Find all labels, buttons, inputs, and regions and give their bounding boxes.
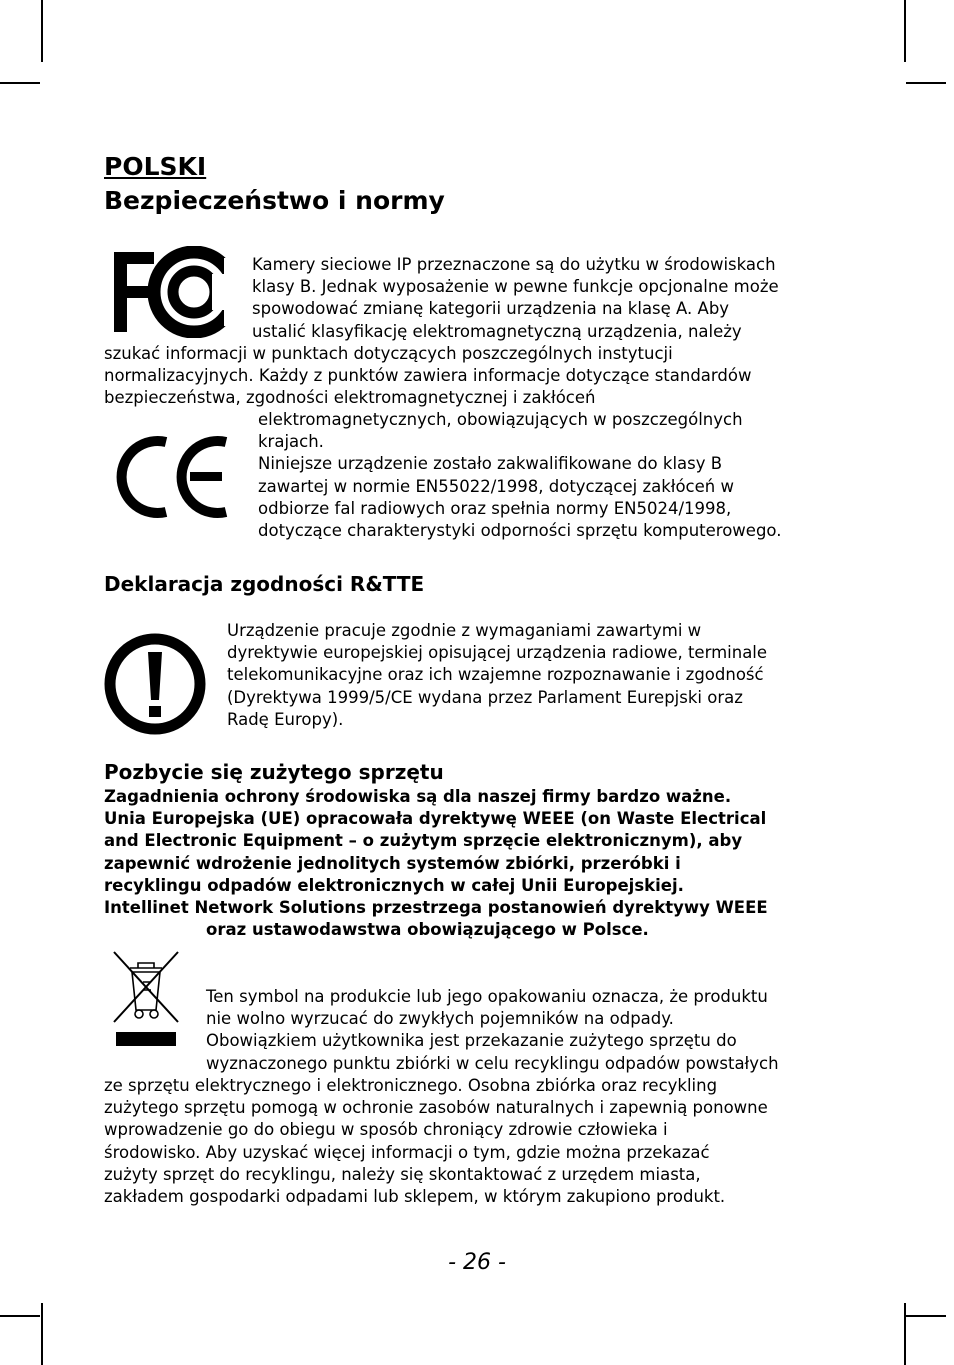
crop-mark — [904, 0, 906, 62]
text-line: Unia Europejska (UE) opracowała dyrektywę WEEE (on Waste Electrical — [104, 809, 767, 829]
text-line: Kamery sieciowe IP przeznaczone są do użytku w środowiskach — [252, 255, 776, 274]
text-line: recyklingu odpadów elektronicznych w całej Unii Europejskiej. — [104, 875, 684, 895]
crop-mark — [0, 82, 40, 84]
text-line: Urządzenie pracuje zgodnie z wymaganiami zawartymi w — [227, 621, 702, 640]
text-line: spowodować zmianę kategorii urządzenia na klasę A. Aby — [252, 299, 730, 319]
crop-mark — [41, 0, 43, 62]
text-line: ustalić klasyfikację elektromagnetyczną urządzenia, należy — [252, 321, 742, 341]
text-line: środowisko. Aby uzyskać więcej informacji o tym, gdzie można przekazać — [104, 1142, 710, 1162]
weee-heading: Pozbycie się zużytego sprzętu — [104, 760, 444, 784]
text-line: dyrektywie europejskiej opisującej urządzenia radiowe, terminale — [227, 643, 768, 663]
text-line: oraz ustawodawstwa obowiązującego w Polsce. — [206, 920, 649, 940]
language-heading: POLSKI — [104, 152, 207, 181]
text-line: telekomunikacyjne oraz ich wzajemne rozpoznawanie i zgodność — [227, 665, 764, 685]
crop-mark — [904, 1303, 906, 1365]
text-line: zużytego sprzętu pomogą w ochronie zasobów naturalnych i zapewnią ponowne — [104, 1098, 768, 1118]
text-line: and Electronic Equipment – o zużytym sprzęcie elektronicznym), aby — [104, 831, 743, 851]
text-line: ze sprzętu elektrycznego i elektronicznego. Osobna zbiórka oraz recykling — [104, 1076, 718, 1095]
weee-icon-text — [206, 986, 856, 1075]
text-line: (Dyrektywa 1999/5/CE wydana przez Parlament Eurepjski oraz — [227, 687, 743, 707]
text-line: zapewnić wdrożenie jednolitych systemów zbiórki, przeróbki i — [104, 853, 681, 873]
text-line: Intellinet Network Solutions przestrzega postanowień dyrektywy WEEE — [104, 898, 768, 918]
text-line: zużyty sprzęt do recyklingu, należy się skontaktować z urzędem miasta, — [104, 1164, 701, 1184]
text-line: odbiorze fal radiowych oraz spełnia normy EN5024/1998, — [258, 498, 732, 518]
section-header — [104, 150, 844, 218]
text-line: krajach. — [258, 432, 324, 452]
page-title: Bezpieczeństwo i normy — [104, 186, 445, 215]
ce-text — [258, 409, 858, 542]
fcc-text — [252, 254, 852, 343]
fcc-logo-icon — [110, 246, 238, 338]
text-line: nie wolno wyrzucać do zwykłych pojemników na odpady. — [206, 1009, 674, 1029]
warning-exclamation-icon — [103, 632, 207, 736]
text-line: bezpieczeństwa, zgodności elektromagnetycznej i zakłóceń — [104, 388, 596, 408]
text-line: elektromagnetycznych, obowiązujących w poszczególnych — [258, 410, 743, 429]
ce-mark-icon — [108, 434, 236, 520]
text-line: zakładem gospodarki odpadami lub sklepem, w którym zakupiono produkt. — [104, 1187, 726, 1207]
rtte-text — [227, 620, 847, 731]
text-line: wyznaczonego punktu zbiórki w celu recyklingu odpadów powstałych — [206, 1053, 779, 1073]
text-line: klasy B. Jednak wyposażenie w pewne funkcje opcjonalne może — [252, 277, 779, 297]
crop-mark — [0, 1315, 40, 1317]
text-line: normalizacyjnych. Każdy z punktów zawiera informacje dotyczące standardów — [104, 366, 752, 386]
crop-mark — [906, 1315, 946, 1317]
weee-full-text — [104, 1075, 849, 1208]
text-line: Radę Europy). — [227, 709, 344, 729]
text-line: dotyczące charakterystyki odporności sprzętu komputerowego. — [258, 521, 782, 541]
weee-crossed-bin-icon — [108, 946, 184, 1050]
page-number: - 26 - — [448, 1250, 506, 1275]
text-line: szukać informacji w punktach dotyczących poszczególnych instytucji — [104, 344, 673, 363]
text-line: Zagadnienia ochrony środowiska są dla naszej firmy bardzo ważne. — [104, 787, 732, 806]
weee-bold-text — [104, 786, 849, 941]
text-line: Obowiązkiem użytkownika jest przekazanie zużytego sprzętu do — [206, 1031, 737, 1051]
safety-full-text — [104, 343, 849, 410]
rtte-heading: Deklaracja zgodności R&TTE — [104, 572, 425, 596]
text-line: Ten symbol na produkcie lub jego opakowaniu oznacza, że produktu — [206, 987, 768, 1006]
text-line: wprowadzenie go do obiegu w sposób chroniący zdrowie człowieka i — [104, 1120, 668, 1140]
crop-mark — [906, 82, 946, 84]
text-line: Niniejsze urządzenie zostało zakwalifikowane do klasy B — [258, 454, 723, 474]
text-line: zawartej w normie EN55022/1998, dotyczącej zakłóceń w — [258, 476, 734, 496]
crop-mark — [41, 1303, 43, 1365]
